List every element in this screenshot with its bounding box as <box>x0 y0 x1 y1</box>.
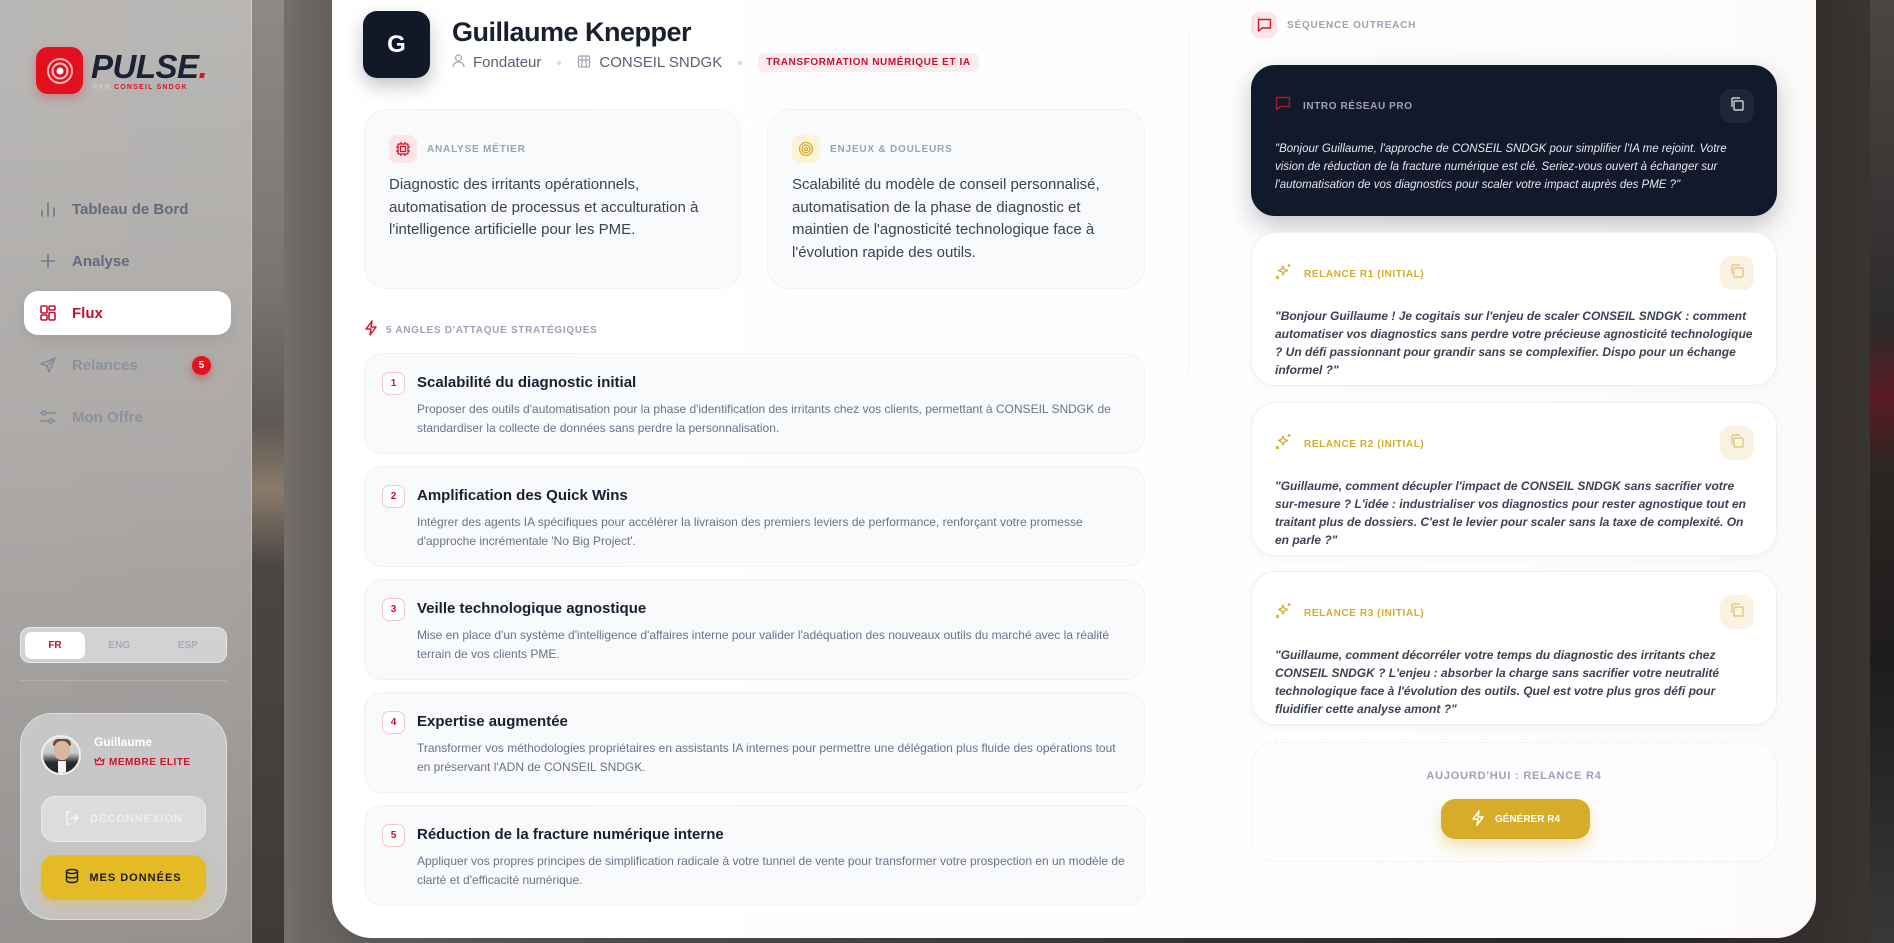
my-data-button[interactable]: MES DONNÉES <box>41 855 206 900</box>
copy-button[interactable] <box>1720 89 1754 123</box>
angle-title: Réduction de la fracture numérique interne <box>417 826 724 843</box>
database-icon <box>65 868 79 887</box>
avatar <box>41 735 81 775</box>
language-switcher <box>20 627 227 663</box>
angle-number: 4 <box>382 711 405 734</box>
angle-description: Appliquer vos propres principes de simplification radicale à votre tunnel de vente pour transformer votre prospection en un modèle de clarté et d'efficacité numérique. <box>417 854 1125 887</box>
building-icon <box>577 54 591 72</box>
copy-icon <box>1729 433 1745 454</box>
sparkles-icon <box>1275 433 1292 455</box>
target-icon <box>792 135 820 163</box>
angle-title: Amplification des Quick Wins <box>417 487 628 504</box>
card-body: Diagnostic des irritants opérationnels, automatisation de processus et acculturation à l'intelligence artificielle pour les PME. <box>389 176 699 238</box>
sidebar-item-label: Mon Offre <box>72 408 143 426</box>
user-card <box>20 713 227 920</box>
sidebar-item-label: Analyse <box>72 252 130 270</box>
cpu-chip-icon <box>389 135 417 163</box>
prospect-meta <box>452 53 979 72</box>
pains-card <box>767 109 1145 289</box>
lightning-icon <box>364 320 378 341</box>
plus-icon <box>38 251 58 271</box>
angle-description: Transformer vos méthodologies propriétaires en assistants IA internes pour permettre une délégation plus fluide des opérations tout en préservant l'ADN de CONSEIL SNDGK. <box>417 741 1116 774</box>
outreach-message-intro <box>1251 65 1777 216</box>
card-title: ENJEUX & DOULEURS <box>830 143 953 155</box>
angle-title: Scalabilité du diagnostic initial <box>417 374 637 391</box>
copy-icon <box>1729 602 1745 623</box>
meta-separator <box>557 61 561 65</box>
outreach-message-r3 <box>1251 571 1777 725</box>
next-followup-panel <box>1251 742 1777 862</box>
industry-tag: TRANSFORMATION NUMÉRIQUE ET IA <box>758 53 978 72</box>
copy-icon <box>1729 96 1745 117</box>
meta-separator <box>738 61 742 65</box>
sidebar-divider <box>20 680 227 681</box>
user-icon <box>452 54 465 72</box>
bar-chart-icon <box>38 199 58 219</box>
sparkles-icon <box>1275 263 1292 285</box>
sidebar-item-label: Relances <box>72 356 138 374</box>
sidebar-item-label: Tableau de Bord <box>72 200 189 218</box>
app-name: PULSE. <box>91 47 208 85</box>
sliders-icon <box>38 407 58 427</box>
app-subtitle: PAR CONSEIL SNDGK <box>93 83 188 91</box>
app-logo[interactable] <box>36 47 207 94</box>
sidebar-item-analyse[interactable] <box>24 239 231 283</box>
prospect-role: Fondateur <box>473 54 542 71</box>
angles-section-header: 5 ANGLES D'ATTAQUE STRATÉGIQUES <box>364 320 598 341</box>
angle-description: Mise en place d'un système d'intelligence d'affaires interne pour valider l'adéquation des nouveaux outils du marché avec la réalité terrain de vos clients PME. <box>417 628 1110 661</box>
language-esp-button[interactable]: ESP <box>177 639 198 651</box>
card-body: Scalabilité du modèle de conseil personnalisé, automatisation de la phase de diagnostic et maintien de l'agnosticité technologique face à l'évolution rapide des outils. <box>792 176 1100 261</box>
angle-number: 3 <box>382 598 405 621</box>
angle-description: Proposer des outils d'automatisation pour la phase d'identification des irritants chez vos clients, permettant à CONSEIL SNDGK de standardiser la collecte de données sans perdre la personnalisation. <box>417 402 1111 435</box>
sidebar-item-label: Flux <box>72 304 103 322</box>
angle-number: 1 <box>382 372 405 395</box>
message-body: "Bonjour Guillaume ! Je cogitais sur l'enjeu de scaler CONSEIL SNDGK : comment automatiser vos diagnostics sans perdre votre précieuse agnosticité technologique ? Un défi passionnant pour grandir sans se complexifier. Dispo pour un échange informel ?" <box>1275 309 1753 377</box>
outreach-message-r1 <box>1251 232 1777 386</box>
membership-badge: MEMBRE ELITE <box>94 756 191 769</box>
grid-icon <box>38 303 58 323</box>
card-title: ANALYSE MÉTIER <box>427 143 526 155</box>
crown-icon <box>94 756 105 769</box>
message-body: "Guillaume, comment décorréler votre temps du diagnostic des irritants chez CONSEIL SNDGK ? L'enjeu : absorber la charge sans sacrifier votre neutralité technologique face à l'évolution des outils. Quel est votre plus gros défi pour fluidifier cette analyse amont ?" <box>1275 648 1720 716</box>
outreach-message-r2 <box>1251 402 1777 556</box>
column-divider <box>1188 30 1189 375</box>
sparkles-icon <box>1275 602 1292 624</box>
sidebar-item-relances[interactable] <box>24 343 231 387</box>
generate-r4-button[interactable]: GÉNÉRER R4 <box>1441 799 1590 839</box>
copy-button[interactable] <box>1720 426 1754 460</box>
angle-card[interactable] <box>364 805 1145 906</box>
copy-button[interactable] <box>1720 595 1754 629</box>
angle-number: 5 <box>382 824 405 847</box>
message-body: "Guillaume, comment décupler l'impact de CONSEIL SNDGK sans sacrifier votre sur-mesure ? L'idée : industrialiser vos diagnostics pour rester agnostique tout en traitant plus de dossiers. C'est le levier pour scaler sans la taxe de complexité. On en parle ?" <box>1275 479 1746 547</box>
pulse-logo-icon <box>36 47 83 94</box>
angle-card[interactable] <box>364 579 1145 680</box>
sidebar <box>0 0 252 943</box>
next-followup-label: AUJOURD'HUI : RELANCE R4 <box>1426 770 1602 782</box>
outreach-section-header: SÉQUENCE OUTREACH <box>1251 12 1416 38</box>
angle-number: 2 <box>382 485 405 508</box>
message-label: RELANCE R3 (INITIAL) <box>1304 607 1425 619</box>
sidebar-item-flux[interactable] <box>24 291 231 335</box>
logout-button[interactable]: DÉCONNEXION <box>41 796 206 842</box>
prospect-company: CONSEIL SNDGK <box>599 54 723 71</box>
user-name: Guillaume <box>94 735 153 749</box>
prospect-name: Guillaume Knepper <box>452 17 692 47</box>
send-icon <box>38 355 58 375</box>
copy-button[interactable] <box>1720 256 1754 290</box>
message-body: "Bonjour Guillaume, l'approche de CONSEIL SNDGK pour simplifier l'IA me rejoint. Votre vision de réduction de la fracture numérique est clé. Seriez-vous ouvert à échanger sur l'automatisation de vos diagnostics pour scaler votre impact auprès des PME ?" <box>1275 143 1727 191</box>
relances-count-badge: 5 <box>192 356 211 375</box>
logout-icon <box>64 810 80 829</box>
sidebar-nav <box>24 187 231 447</box>
background-photo-strip <box>252 0 284 943</box>
lightning-icon <box>1471 810 1485 829</box>
message-label: INTRO RÉSEAU PRO <box>1303 100 1413 112</box>
language-eng-button[interactable]: ENG <box>108 639 131 651</box>
business-analysis-card <box>364 109 741 289</box>
sidebar-item-tableau-de-bord[interactable] <box>24 187 231 231</box>
angle-title: Veille technologique agnostique <box>417 600 647 617</box>
angle-card[interactable] <box>364 353 1145 454</box>
angle-description: Intégrer des agents IA spécifiques pour accélérer la livraison des premiers leviers de performance, renforçant votre promesse d'approche incrémentale 'No Big Project'. <box>417 515 1083 548</box>
copy-icon <box>1729 263 1745 284</box>
message-icon <box>1251 12 1277 38</box>
message-icon <box>1275 96 1291 116</box>
background-photo-edge <box>1870 0 1894 943</box>
message-label: RELANCE R2 (INITIAL) <box>1304 438 1425 450</box>
message-label: RELANCE R1 (INITIAL) <box>1304 268 1425 280</box>
main-panel <box>332 0 1816 938</box>
sidebar-item-mon-offre[interactable] <box>24 395 231 439</box>
prospect-avatar: G <box>363 11 430 78</box>
angle-title: Expertise augmentée <box>417 713 568 730</box>
angle-card[interactable] <box>364 466 1145 567</box>
language-fr-button[interactable]: FR <box>25 632 85 659</box>
angle-card[interactable] <box>364 692 1145 793</box>
